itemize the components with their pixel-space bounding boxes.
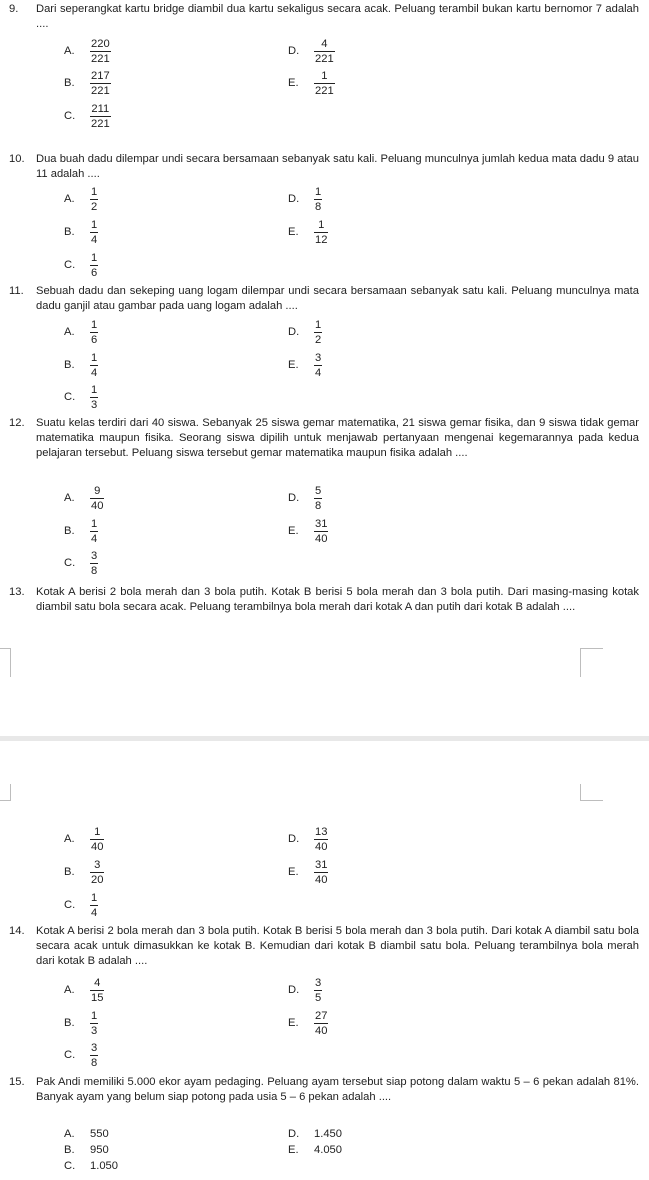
option-14-d: D. $\frac{3}{5}$: [288, 977, 322, 1004]
option-value: 950: [90, 1144, 109, 1156]
question-text: Pak Andi memiliki 5.000 ekor ayam pedaging. Peluang ayam tersebut siap potong dalam waktu 5 – 6 pekan adalah 81%. Banyak ayam yang belum siap potong pada usia 5 – 6 pekan adalah ....: [36, 1076, 639, 1103]
option-9-a: A. $\frac{220}{221}$: [64, 38, 110, 65]
question-14: [9, 924, 639, 969]
option-9-b: B. $\frac{217}{221}$: [64, 70, 110, 97]
fraction: $\frac{13}{40}$: [315, 826, 328, 853]
question-number: 9.: [9, 3, 19, 15]
fraction: $\frac{1}{6}$: [91, 252, 98, 279]
fraction: $\frac{31}{40}$: [315, 859, 328, 886]
option-14-a: A. $\frac{4}{15}$: [64, 977, 104, 1004]
option-value: 550: [90, 1128, 109, 1140]
question-number: 12.: [9, 417, 25, 429]
option-11-a: A. $\frac{1}{6}$: [64, 319, 98, 346]
option-13-d: D. $\frac{13}{40}$: [288, 826, 328, 853]
option-15-a: A. 550: [64, 1128, 109, 1140]
question-9: [9, 2, 639, 32]
option-10-d: D. $\frac{1}{8}$: [288, 186, 322, 213]
fraction: $\frac{1}{4}$: [91, 518, 98, 545]
fraction: $\frac{1}{6}$: [91, 319, 98, 346]
option-12-b: B. $\frac{1}{4}$: [64, 518, 98, 545]
fraction: $\frac{1}{2}$: [315, 319, 322, 346]
question-number: 13.: [9, 586, 25, 598]
fraction: $\frac{211}{221}$: [91, 103, 110, 130]
question-number: 15.: [9, 1076, 25, 1088]
crop-mark-top-right: [580, 648, 603, 677]
crop-mark-bottom-right: [580, 784, 603, 801]
question-text: Dua buah dadu dilempar undi secara bersamaan sebanyak satu kali. Peluang munculnya jumlah kedua mata dadu 9 atau 11 adalah ....: [36, 153, 639, 180]
option-14-b: B. $\frac{1}{3}$: [64, 1010, 98, 1037]
option-11-d: D. $\frac{1}{2}$: [288, 319, 322, 346]
fraction: $\frac{1}{221}$: [315, 70, 334, 97]
fraction: $\frac{3}{8}$: [91, 550, 98, 577]
fraction: $\frac{1}{3}$: [91, 384, 98, 411]
option-12-c: C. $\frac{3}{8}$: [64, 550, 98, 577]
option-13-a: A. $\frac{1}{40}$: [64, 826, 104, 853]
option-15-e: E. 4.050: [288, 1144, 342, 1156]
question-text: Kotak A berisi 2 bola merah dan 3 bola putih. Kotak B berisi 5 bola merah dan 3 bola putih. Dari masing-masing kotak diambil satu bola secara acak. Peluang terambilnya bola merah dari kotak A dan putih dari kotak B adalah ....: [36, 586, 639, 613]
crop-mark-top-left: [0, 648, 11, 677]
fraction: $\frac{1}{2}$: [91, 186, 98, 213]
option-13-c: C. $\frac{1}{4}$: [64, 892, 98, 919]
fraction: $\frac{1}{12}$: [315, 219, 328, 246]
option-11-c: C. $\frac{1}{3}$: [64, 384, 98, 411]
crop-mark-bottom-left: [0, 784, 11, 801]
fraction: $\frac{31}{40}$: [315, 518, 328, 545]
option-9-e: E. $\frac{1}{221}$: [288, 70, 334, 97]
option-12-e: E. $\frac{31}{40}$: [288, 518, 328, 545]
option-15-d: D. 1.450: [288, 1128, 342, 1140]
fraction: $\frac{1}{4}$: [91, 892, 98, 919]
option-15-b: B. 950: [64, 1144, 109, 1156]
fraction: $\frac{220}{221}$: [91, 38, 110, 65]
option-15-c: C. 1.050: [64, 1160, 118, 1172]
fraction: $\frac{1}{4}$: [91, 352, 98, 379]
fraction: $\frac{1}{3}$: [91, 1010, 98, 1037]
option-value: 4.050: [314, 1144, 342, 1156]
fraction: $\frac{1}{8}$: [315, 186, 322, 213]
fraction: $\frac{1}{40}$: [91, 826, 104, 853]
fraction: $\frac{4}{15}$: [91, 977, 104, 1004]
fraction: $\frac{4}{221}$: [315, 38, 334, 65]
option-10-b: B. $\frac{1}{4}$: [64, 219, 98, 246]
option-value: 1.050: [90, 1160, 118, 1172]
question-text: Kotak A berisi 2 bola merah dan 3 bola putih. Kotak B berisi 5 bola merah dan 3 bola putih. Dari kotak A diambil satu bola secara acak untuk dimasukkan ke kotak B. Kemudian dari kotak B diambil satu bola. Peluang terambilnya bola merah dari kotak B adalah ....: [36, 925, 639, 967]
question-13: [9, 585, 639, 615]
question-number: 14.: [9, 925, 25, 937]
question-text: Dari seperangkat kartu bridge diambil dua kartu sekaligus secara acak. Peluang terambil bukan kartu bernomor 7 adalah ....: [36, 3, 639, 30]
option-11-e: E. $\frac{3}{4}$: [288, 352, 322, 379]
fraction: $\frac{3}{20}$: [91, 859, 104, 886]
question-15: [9, 1075, 639, 1105]
page-break-band: [0, 736, 649, 741]
question-number: 11.: [9, 285, 24, 297]
fraction: $\frac{27}{40}$: [315, 1010, 328, 1037]
question-10: [9, 152, 639, 182]
option-14-e: E. $\frac{27}{40}$: [288, 1010, 328, 1037]
option-9-d: D. $\frac{4}{221}$: [288, 38, 334, 65]
fraction: $\frac{5}{8}$: [315, 485, 322, 512]
fraction: $\frac{3}{4}$: [315, 352, 322, 379]
option-11-b: B. $\frac{1}{4}$: [64, 352, 98, 379]
question-11: [9, 284, 639, 314]
option-10-c: C. $\frac{1}{6}$: [64, 252, 98, 279]
option-13-b: B. $\frac{3}{20}$: [64, 859, 104, 886]
fraction: $\frac{3}{5}$: [315, 977, 322, 1004]
option-10-a: A. $\frac{1}{2}$: [64, 186, 98, 213]
fraction: $\frac{9}{40}$: [91, 485, 104, 512]
fraction: $\frac{3}{8}$: [91, 1042, 98, 1069]
option-value: 1.450: [314, 1128, 342, 1140]
option-13-e: E. $\frac{31}{40}$: [288, 859, 328, 886]
option-10-e: E. $\frac{1}{12}$: [288, 219, 328, 246]
fraction: $\frac{217}{221}$: [91, 70, 110, 97]
option-12-d: D. $\frac{5}{8}$: [288, 485, 322, 512]
option-9-c: C. $\frac{211}{221}$: [64, 103, 110, 130]
question-text: Suatu kelas terdiri dari 40 siswa. Sebanyak 25 siswa gemar matematika, 21 siswa gemar fisika, dan 9 siswa tidak gemar matematika maupun fisika. Seorang siswa dipilih untuk menjawab pertanyaan mengenai kegemarannya pada kedua pelajaran tersebut. Peluang siswa tersebut gemar matematika maupun fisika adalah ....: [36, 417, 639, 459]
question-12: [9, 416, 639, 461]
question-text: Sebuah dadu dan sekeping uang logam dilempar undi secara bersamaan sebanyak satu kali. Peluang munculnya mata dadu ganjil atau gambar pada uang logam adalah ....: [36, 285, 639, 312]
option-12-a: A. $\frac{9}{40}$: [64, 485, 104, 512]
question-number: 10.: [9, 153, 25, 165]
fraction: $\frac{1}{4}$: [91, 219, 98, 246]
option-14-c: C. $\frac{3}{8}$: [64, 1042, 98, 1069]
